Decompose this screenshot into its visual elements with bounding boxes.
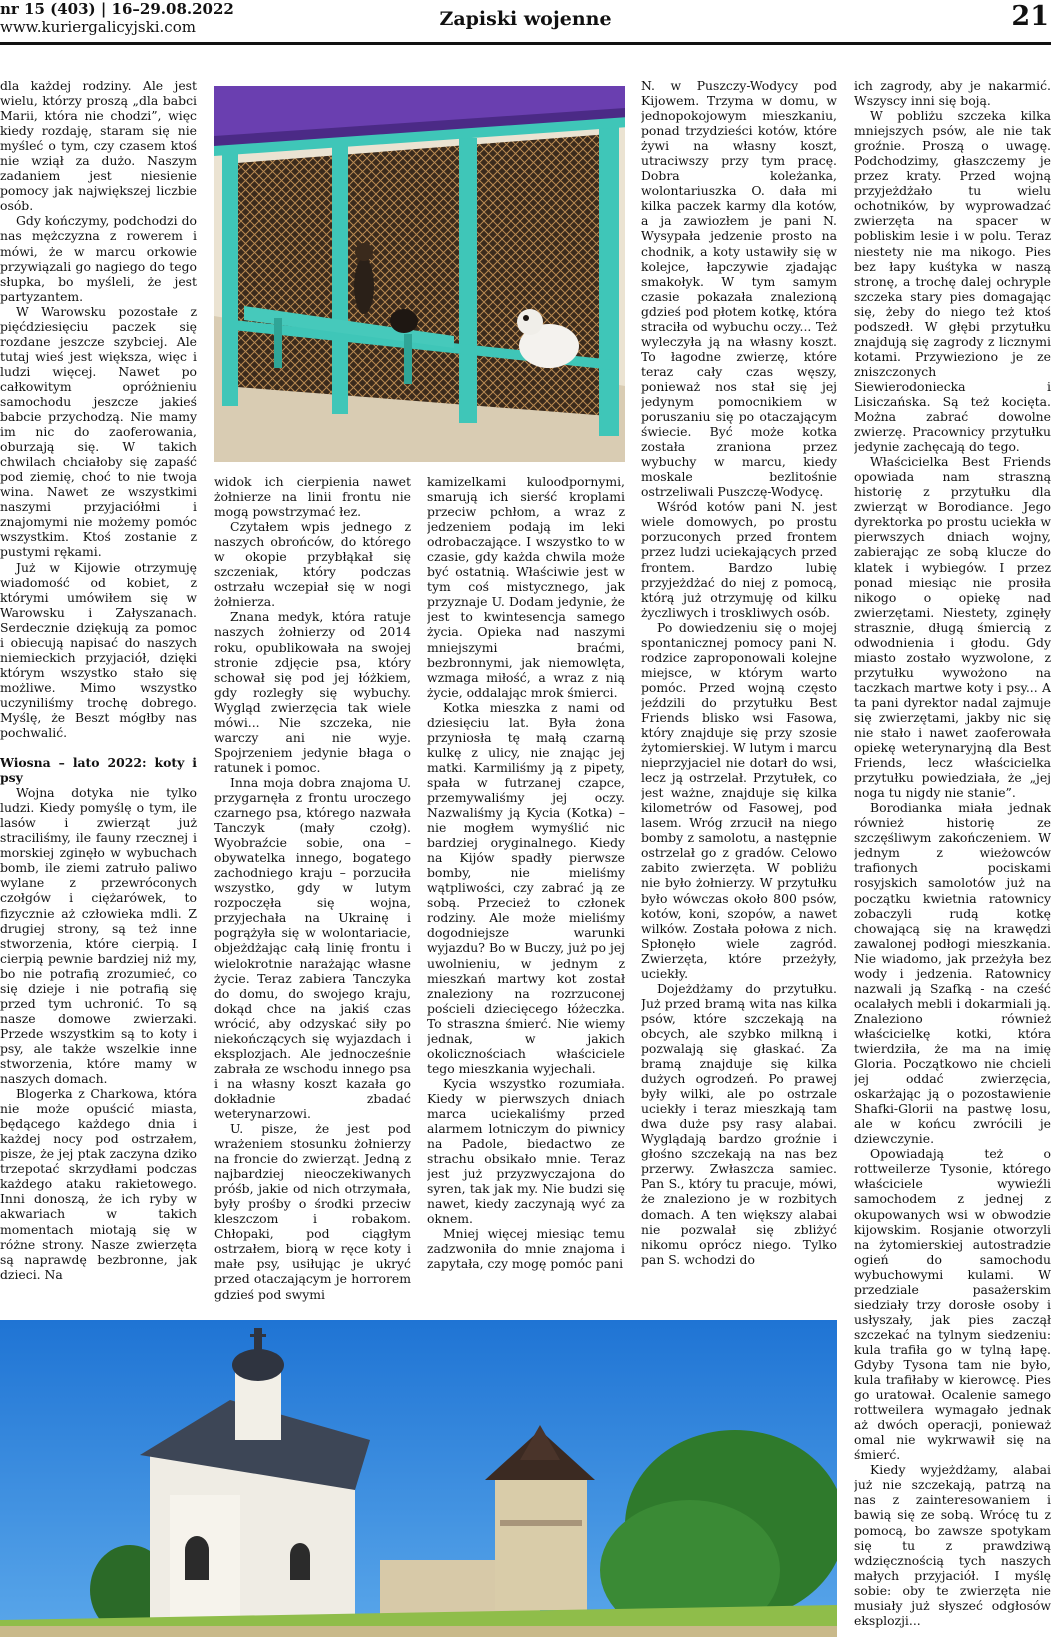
paragraph: widok ich cierpienia nawet żołnierze na linii frontu nie mogą powstrzymać łez. (214, 474, 411, 520)
paragraph: W pobliżu szczeka kilka mniejszych psów, ale nie tak groźnie. Proszą o uwagę. Podchodzimy, głaszczemy je przez kraty. Przed wojną przyjeżdżało tu wielu ochotników, by wyprowadzać zwierzęta na spacer w pobliskim lesie i w polu. Teraz niestety nie ma nikogo. Pies bez łapy kuśtyka w naszą stronę, a trochę dalej ochryple szczeka stary pies domagając się, żeby do niego też ktoś podszedł. W głębi przytułku znajdują się zagrody z licznymi kotami. Przywieziono je ze zniszczonych Siewierodoniecka i Lisiczańska. Są też kocięta. Można zabrać dowolne zwierzę. Pracownicy przytułku jedynie zachęcają do tego. (854, 108, 1051, 455)
paragraph: W Warowsku pozostałe z pięćdziesięciu paczek się rozdane jeszcze szybciej. Ale tutaj wieś jest większa, więc i ludzi więcej. Nawet po całkowitym opróżnieniu samochodu jeszcze jakieś babcie przychodzą. Nie mamy im nic do zaoferowania, oburzają się. W takich chwilach chciałoby się zapaść pod ziemię, choć to nie twoja wina. Nawet ze wszystkimi naszymi przyjaciółmi i znajomymi nie możemy pomóc wszystkim. Ktoś zostanie z pustymi rękami. (0, 303, 197, 560)
paragraph: dla każdej rodziny. Ale jest wielu, którzy proszą „dla babci Marii, która nie chodzi”, więc kiedy rozdaję, staram się nie myśleć o tym, czy czasem ktoś nie wziął za dużo. Naszym zadaniem jest niesienie pomocy jak największej liczbie osób. (0, 78, 197, 214)
paragraph: Po dowiedzeniu się o mojej spontanicznej pomocy pani N. rodzice zaproponowali kolejne miejsce, w którym warto pomóc. Przed wojną często jeździli do przytułku Best Friends blisko wsi Fasowa, który znajduje się przy szosie żytomierskiej. W lutym i marcu nieprzyjaciel nie dotarł do wsi, lecz ją ostrzelał. Przytułek, co jest ważne, znajduje się kilka kilometrów od Fasowej, pod lasem. Wróg zrzucił na niego bomby z samolotu, a następnie ostrzelał go z gradów. Celowo zabito zwierzęta. W pobliżu nie było żołnierzy. W przytułku było wówczas około 800 psów, kotów, koni, szopów, a nawet wilków. Została połowa z nich. Spłonęło wiele zagród. Zwierzęta, które przeżyły, uciekły. (641, 619, 837, 981)
paragraph: Wojna dotyka nie tylko ludzi. Kiedy pomyślę o tym, ile lasów i zwierząt już straciliśmy, ile fauny rzecznej i morskiej zginęło w wybuchach bomb, ile ziemi zatruło paliwo wylane z przewróconych czołgów i ciężarówek, to fizycznie aż człowieka mdli. Z drugiej strony, są też inne stworzenia, które cierpią. I cierpią pewnie bardziej niż my, bo nie potrafią zrozumieć, co się dzieje i nie potrafią się przed tym uchronić. To są nasze domowe zwierzaki. Przede wszystkim są to koty i psy, ale także wszelkie inne stworzenia, które mamy w naszych domach. (0, 785, 197, 1087)
page-header (0, 0, 1051, 44)
paragraph: Czytałem wpis jednego z naszych obrońców, do którego w okopie przybłąkał się szczeniak, który podczas ostrzału wczepiał się w nogi żołnierza. (214, 519, 411, 610)
website-url: www.kuriergalicyjski.com (0, 18, 196, 36)
paragraph: Kotka mieszka z nami od dziesięciu lat. Była żona przyniosła tę małą czarną kulkę z ulicy, nie znając jej matki. Karmiliśmy ją z pipety, spała w futrzanej czapce, przemywaliśmy jej oczy. Nazwaliśmy ją Kycia (Kotka) – nie mogłem wymyślić nic bardziej oryginalnego. Kiedy na Kijów spadły pierwsze bomby, nie mieliśmy wątpliwości, czy zabrać ją ze sobą. Przecież to członek rodziny. Ale może mieliśmy dogodniejsze warunki wyjazdu? Bo w Buczy, już po jej uwolnieniu, w jednym z mieszkań martwy kot został znaleziony na rozrzuconej pościeli dziecięcego łóżeczka. To straszna śmierć. Nie wiemy jednak, w jakich okolicznościach właściciele tego mieszkania wyjechali. (427, 699, 625, 1076)
paragraph: ich zagrody, aby je nakarmić. Wszyscy inni się boją. (854, 78, 1051, 109)
article-column-3 (427, 474, 625, 1312)
paragraph: Dojeżdżamy do przytułku. Już przed bramą wita nas kilka psów, które szczekają na obcych, ale szybko milkną i pozwalają się głaskać. Za bramą znajduje się kilka dużych ogrodzeń. Po prawej były wilki, ale po ostrzale uciekły i teraz mieszkają tam dwa duże psy rasy alabai. Wyglądają bardzo groźnie i głośno szczekają na nas bez przerwy. Zwłaszcza samiec. Pan S., który tu pracuje, mówi, że znaleziono je w rozbitych domach. A ten większy alabai nie pozwalał się zbliżyć nikomu oprócz niego. Tylko pan S. wchodzi do (641, 980, 837, 1267)
paragraph: Wśród kotów pani N. jest wiele domowych, po prostu porzuconych przed frontem przez ludzi uciekających przed frontem. Bardzo lubię przyjeżdżać do niej z pomocą, którą już otrzymuję od kilku życzliwych i troskliwych osób. (641, 499, 837, 620)
paragraph: Kiedy wyjeżdżamy, alabai już nie szczekają, patrzą na nas z zainteresowaniem i bawią się ze sobą. Wrócę tu z pomocą, bo zawsze spotykam się tu z prawdziwą wdzięcznością tych naszych małych przyjaciół. I myślę sobie: oby te zwierzęta nie musiały już słyszeć odgłosów eksplozji... (854, 1462, 1051, 1628)
article-column-2 (214, 474, 411, 1312)
subheading: Wiosna – lato 2022: koty i psy (0, 755, 197, 786)
article-column-1 (0, 78, 197, 1312)
paragraph: Właścicielka Best Friends opowiada nam straszną historię z przytułku dla zwierząt w Borodiance. Jego dyrektorka po prostu uciekła w pierwszych dniach wojny, zabierając ze sobą klucze do klatek i wybiegów. I przez ponad miesiąc nie prosiła nikogo o opiekę nad zwierzętami. Niestety, zginęły strasznie, długą śmiercią z odwodnienia i głodu. Gdy miasto zostało wyzwolone, z przytułku wywożono na taczkach martwe koty i psy... A ta pani dyrektor nadal zajmuje się zwierzętami, jakby nic się nie stało i nawet zaoferowała opiekę weterynaryjną dla Best Friends, lecz właścicielka przytułku powiedziała, że „jej noga tu nigdy nie stanie”. (854, 454, 1051, 801)
page-number: 21 (1011, 1, 1049, 32)
shelter-cage-illustration (214, 86, 625, 462)
paragraph: N. w Puszczy-Wodycy pod Kijowem. Trzyma w domu, w jednopokojowym mieszkaniu, ponad trzydzieści kotów, które żywi na własny koszt, utraciwszy przy tym pracę. Dobra koleżanka, wolontariuszka O. dała mi kilka paczek karmy dla kotów, a ja zawiozłem je pani N. Wysypała jedzenie prosto na chodnik, a koty ustawiły się w kolejce, łapczywie zjadając smakołyk. W tym samym czasie pokazała znalezioną gdzieś pod płotem kotkę, która straciła od wybuchu oczy... Też wyleczyła ją na własny koszt. To łagodne zwierzę, które teraz cały czas węszy, ponieważ nos stał się jej jedynym pomocnikiem w poruszaniu się po otaczającym świecie. Być może kotka została zraniona przez wybuchy w marcu, kiedy moskale bezlitośnie ostrzeliwali Puszczę-Wodycę. (641, 78, 837, 500)
paragraph: Blogerka z Charkowa, która nie może opuścić miasta, będącego każdego dnia i każdej nocy pod ostrzałem, pisze, że jej ptak zaczyna dziko trzepotać skrzydłami podczas każdego ataku rakietowego. Inni donoszą, że ich ryby w akwariach w takich momentach miotają się w różne strony. Nasze zwierzęta są naprawdę bezbronne, jak dzieci. Na (0, 1086, 197, 1282)
article-column-4 (641, 78, 837, 1312)
paragraph: Znana medyk, która ratuje naszych żołnierzy od 2014 roku, opublikowała na swojej stronie zdjęcie psa, który schował się pod jej łóżkiem, gdy rozległy się wybuchy. Wygląd zwierzęcia tak wiele mówi... Nie szczeka, nie warczy ani nie wyje. Spojrzeniem jedynie błaga o ratunek i pomoc. (214, 609, 411, 775)
section-title: Zapiski wojenne (439, 8, 612, 30)
paragraph: Borodianka miała jednak również historię ze szczęśliwym zakończeniem. W jednym z wieżowców trafionych pociskami rosyjskich samolotów już na początku kwietnia ratownicy zobaczyli rudą kotkę chowającą się na krawędzi zawalonej podłogi mieszkania. Nie wiadomo, jak przeżyła bez wody i jedzenia. Ratownicy nazwali ją Szafką - na cześć ocalałych mebli i dokarmiali ją. Znaleziono również właścicielkę kotki, która twierdziła, że ma na imię Gloria. Początkowo nie chcieli jej oddać zwierzęcia, oskarżając ją o pozostawienie Shafki-Glorii na pastwę losu, ale w końcu zwrócili je dziewczynie. (854, 800, 1051, 1147)
paragraph: Kycia wszystko rozumiała. Kiedy w pierwszych dniach marca uciekaliśmy przed alarmem lotniczym do piwnicy na Padole, biedactwo ze strachu obsikało mnie. Teraz jest już przyzwyczajona do syren, tak jak my. Nie budzi się nawet, kiedy zaczynają wyć za oknem. (427, 1075, 625, 1227)
paragraph: kamizelkami kuloodpornymi, smarują ich sierść kroplami przeciw pchłom, a wraz z jedzeniem podają im leki odrobaczające. I wszystko to w czasie, gdy każda chwila może być ostatnią. Właściwie jest w tym coś mistycznego, jak przyznaje U. Dodam jedynie, że jest to kwintesencja samego życia. Opieka nad naszymi mniejszymi braćmi, bezbronnymi, jak niemowlęta, wzmaga miłość, a wraz z nią życie, oddalając mrok śmierci. (427, 474, 625, 700)
church-castle-photo (0, 1320, 837, 1637)
article-column-5 (854, 78, 1051, 1637)
church-castle-illustration (0, 1320, 837, 1637)
header-rule (0, 42, 1051, 45)
paragraph: Opowiadają też o rottweilerze Tysonie, którego właściciele wywieźli samochodem z jednej z okupowanych wsi w obwodzie kijowskim. Rosjanie otworzyli na żytomierskiej autostradzie ogień do samochodu wybuchowymi kulami. W przedziale pasażerskim siedziały trzy dorosłe osoby i usłyszały, jak pies zaczął szczekać na tylnym siedzeniu: kula trafiła go w tylną łapę. Gdyby Tysona tam nie było, kula trafiłaby w kierowcę. Pies go uratował. Ocalenie samego rottweilera wymagało jednak aż dwóch operacji, ponieważ omal nie wykrwawił się na śmierć. (854, 1146, 1051, 1463)
paragraph: Mniej więcej miesiąc temu zadzwoniła do mnie znajoma i zapytała, czy mogę pomóc pani (427, 1226, 625, 1272)
paragraph: Gdy kończymy, podchodzi do nas mężczyzna z rowerem i mówi, że w marcu orkowie przywiązali go nagiego do tego słupka, bo myśleli, że jest partyzantem. (0, 213, 197, 304)
paragraph: Już w Kijowie otrzymuję wiadomość od kobiet, z którymi umówiłem się w Warowsku i Załyszanach. Serdecznie dziękują za pomoc i obiecują napisać do naszych niemieckich przyjaciół, dzięki którym wszystko stało się możliwe. Mimo wszystko uczyniliśmy trochę dobrego. Myślę, że Beszt mógłby nas pochwalić. (0, 559, 197, 741)
paragraph: Inna moja dobra znajoma U. przygarnęła z frontu uroczego czarnego psa, którego nazwała Tanczyk (mały czołg). Wyobraźcie sobie, ona – obywatelka innego, bogatego zachodniego kraju – porzuciła wszystko, gdy w lutym rozpoczęła się wojna, przyjechała na Ukrainę i pogrążyła się w wolontariacie, objeżdżając całą linię frontu i wielokrotnie narażając własne życie. Teraz zabiera Tanczyka do domu, do swojego kraju, dokąd chce na jakiś czas wrócić, aby odzyskać siły po niekończących się wyjazdach i eksplozjach. Ale jednocześnie zabrała ze wschodu innego psa i na własny koszt kazała go dokładnie zbadać weterynarzowi. (214, 774, 411, 1121)
issue-number: nr 15 (403) | 16–29.08.2022 (0, 0, 234, 18)
paragraph: U. pisze, że jest pod wrażeniem stosunku żołnierzy na froncie do zwierząt. Jedną z najbardziej nieoczekiwanych próśb, jakie od nich otrzymała, były prośby o środki przeciw kleszczom i robakom. Chłopaki, pod ciągłym ostrzałem, biorą w ręce koty i małe psy, usiłując je ukryć przed otaczającym je horrorem gdzieś pod swymi (214, 1121, 411, 1302)
shelter-cage-photo (214, 86, 625, 462)
